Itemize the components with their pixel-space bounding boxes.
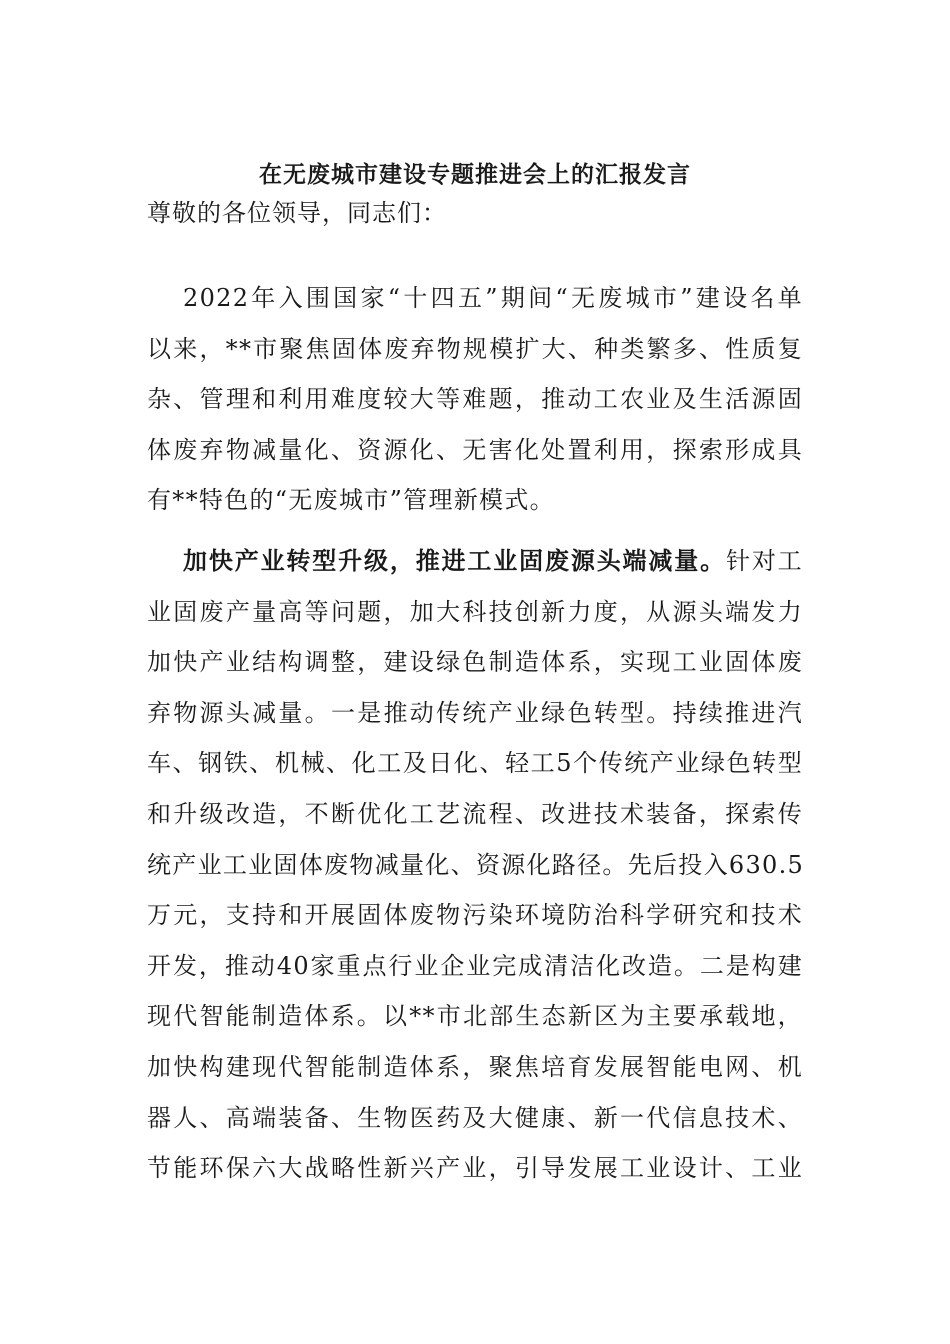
paragraph-line: 业固废产量高等问题，加大科技创新力度，从源头端发力 (147, 597, 803, 626)
paragraph-line: 弃物源头减量。一是推动传统产业绿色转型。持续推进汽 (147, 698, 803, 727)
paragraph-industry (147, 536, 803, 1194)
document-title: 在无废城市建设专题推进会上的汇报发言 (259, 161, 691, 188)
paragraph-first-line (147, 536, 803, 587)
paragraph-line: 统产业工业固体废物减量化、资源化路径。先后投入630.5 (147, 850, 805, 879)
paragraph-line: 万元，支持和开展固体废物污染环境防治科学研究和技术 (147, 901, 803, 930)
paragraph-line: 开发，推动40家重点行业企业完成清洁化改造。二是构建 (147, 951, 803, 980)
paragraph-line-rest: 针对工 (725, 547, 803, 575)
paragraph-line: 和升级改造，不断优化工艺流程、改进技术装备，探索传 (147, 799, 803, 828)
paragraph-line: 体废弃物减量化、资源化、无害化处置利用，探索形成具 (147, 435, 803, 464)
paragraph-line: 加快产业结构调整，建设绿色制造体系，实现工业固体废 (147, 648, 803, 677)
paragraph-line: 以来，**市聚焦固体废弃物规模扩大、种类繁多、性质复 (147, 334, 803, 363)
paragraph-line: 现代智能制造体系。以**市北部生态新区为主要承载地， (147, 1002, 803, 1031)
paragraph-line: 有**特色的“无废城市”管理新模式。 (147, 486, 555, 515)
paragraph-line: 加快构建现代智能制造体系，聚焦培育发展智能电网、机 (147, 1052, 803, 1081)
paragraph-line: 杂、管理和利用难度较大等难题，推动工农业及生活源固 (147, 385, 803, 414)
paragraph-line: 器人、高端装备、生物医药及大健康、新一代信息技术、 (147, 1103, 803, 1132)
salutation: 尊敬的各位领导，同志们： (147, 199, 447, 227)
section-heading: 加快产业转型升级，推进工业固废源头端减量。 (183, 546, 726, 575)
paragraph-line: 节能环保六大战略性新兴产业，引导发展工业设计、工业 (147, 1154, 803, 1183)
paragraph-line: 车、钢铁、机械、化工及日化、轻工5个传统产业绿色转型 (147, 749, 803, 778)
paragraph-intro (147, 273, 803, 526)
paragraph-line: 2022年入围国家“十四五”期间“无废城市”建设名单 (183, 284, 803, 312)
